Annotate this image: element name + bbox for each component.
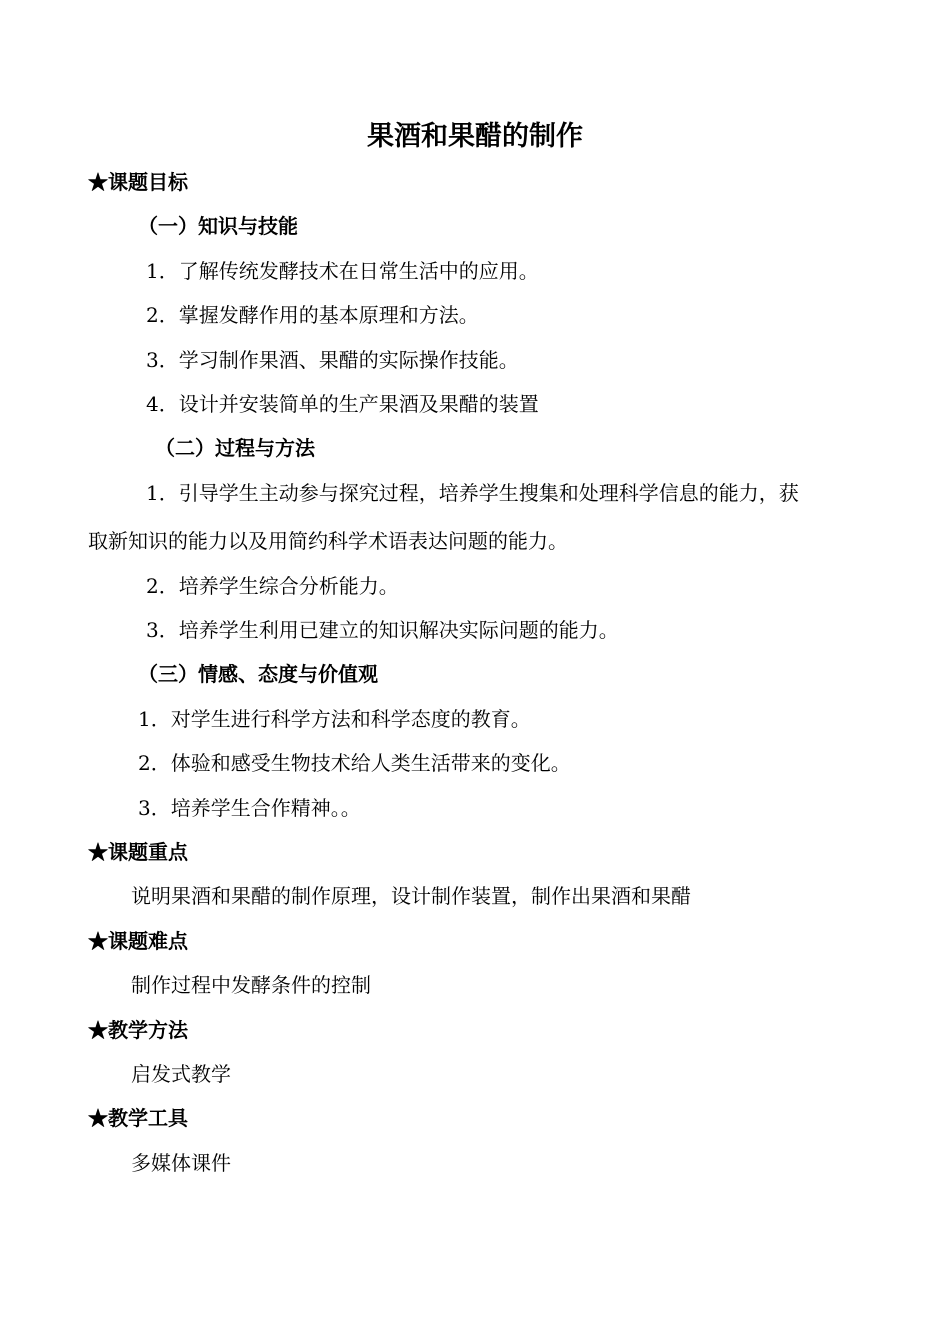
knowledge-item-3: 3．学习制作果酒、果醋的实际操作技能。 — [146, 348, 519, 372]
difficulties-heading: ★课题难点 — [88, 929, 188, 953]
teaching-method-heading: ★教学方法 — [88, 1018, 188, 1042]
emotion-values-heading: （三）情感、态度与价值观 — [138, 662, 378, 686]
emotion-item-3: 3．培养学生合作精神。。 — [138, 796, 361, 820]
process-item-1-line-2: 取新知识的能力以及用简约科学术语表达问题的能力。 — [88, 529, 568, 553]
knowledge-item-1: 1．了解传统发酵技术在日常生活中的应用。 — [146, 259, 539, 283]
teaching-tools-text: 多媒体课件 — [131, 1151, 231, 1175]
knowledge-skills-heading: （一）知识与技能 — [138, 214, 298, 238]
process-item-2: 2．培养学生综合分析能力。 — [146, 574, 399, 598]
process-method-heading: （二）过程与方法 — [155, 436, 315, 460]
teaching-tools-heading: ★教学工具 — [88, 1106, 188, 1130]
emotion-item-1: 1．对学生进行科学方法和科学态度的教育。 — [138, 707, 531, 731]
knowledge-item-4: 4．设计并安装简单的生产果酒及果醋的装置 — [146, 392, 539, 416]
objectives-heading: ★课题目标 — [88, 170, 188, 194]
emotion-item-2: 2．体验和感受生物技术给人类生活带来的变化。 — [138, 751, 571, 775]
key-points-heading: ★课题重点 — [88, 840, 188, 864]
process-item-1-line-1: 1．引导学生主动参与探究过程，培养学生搜集和处理科学信息的能力，获 — [146, 481, 799, 505]
process-item-3: 3．培养学生利用已建立的知识解决实际问题的能力。 — [146, 618, 619, 642]
key-points-text: 说明果酒和果醋的制作原理，设计制作装置，制作出果酒和果醋 — [131, 884, 691, 908]
document-title: 果酒和果醋的制作 — [367, 121, 583, 152]
teaching-method-text: 启发式教学 — [131, 1062, 231, 1086]
knowledge-item-2: 2．掌握发酵作用的基本原理和方法。 — [146, 303, 479, 327]
difficulties-text: 制作过程中发酵条件的控制 — [131, 973, 371, 997]
